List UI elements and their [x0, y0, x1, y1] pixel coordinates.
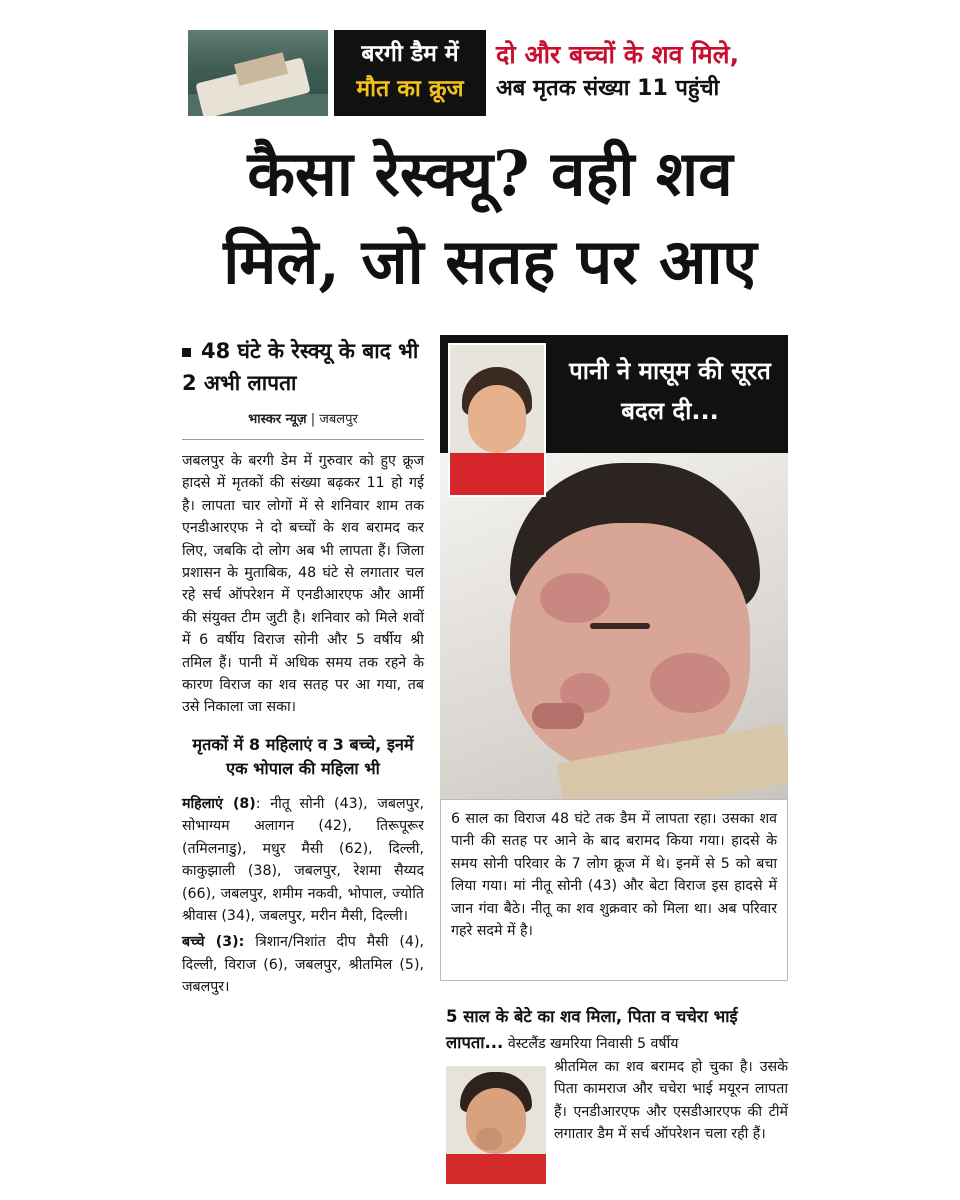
byline: भास्कर न्यूज़ | जबलपुर	[248, 412, 358, 427]
byline-place: जबलपुर	[319, 412, 358, 427]
article-body: जबलपुर के बरगी डेम में गुरुवार को हुए क्रूज हादसे में मृतकों की संख्या बढ़कर 11 हो गई है। लापता चार लोगों में से शनिवार शाम तक एनडीआरएफ ने दो बच्चों के शव बरामद कर लिए, जबकि दो लोग अब भी लापता हैं। जिला प्रशासन के मुताबिक, 48 घंटे से लगातार चल रहे सर्च ऑपरेशन में एनडीआरएफ और आर्मी की संयुक्त टीम जुटी है। शनिवार को मिले शवों में 6 वर्षीय विराज सोनी और 5 वर्षीय श्री तमिल हैं। पानी में अधिक समय तक रहने के कारण विराज का शव सतह पर आ गया, तब उसे निकाला जा सका।	[182, 453, 424, 716]
photo-caption-box	[440, 799, 788, 981]
victims-subheadline: मृतकों में 8 महिलाएं व 3 बच्चे, इनमें एक भोपाल की महिला भी	[192, 734, 414, 778]
child-photo	[440, 453, 788, 799]
secondary-headline-text: 5 साल के बेटे का शव मिला, पिता व चचेरा भाई लापता...	[446, 1007, 738, 1052]
divider	[182, 439, 424, 440]
victims-list	[182, 793, 424, 999]
top-banner	[188, 30, 778, 118]
banner-headline-line1: दो और बच्चों के शव मिले,	[496, 40, 740, 69]
series-label	[334, 30, 486, 116]
main-headline-line1: कैसा रेस्क्यू? वही शव	[247, 137, 733, 210]
main-headline	[180, 130, 800, 306]
boy-photo	[446, 1066, 546, 1184]
secondary-body: श्रीतमिल का शव बरामद हो चुका है। उसके पिता कामराज और चचेरा भाई मयूरन लापता हैं। एनडीआरएफ और एसडीआरएफ की टीमें लगातार डैम में सर्च ऑपरेशन चला रही हैं।	[554, 1059, 788, 1143]
byline-source: भास्कर न्यूज़	[248, 412, 307, 427]
banner-headline-line2: अब मृतक संख्या 11 पहुंची	[496, 76, 720, 101]
children-label: बच्चे (3):	[182, 934, 245, 951]
subheadline	[182, 335, 424, 399]
cruise-wreck-photo	[188, 30, 328, 116]
left-column	[182, 335, 424, 1003]
photo-feature	[440, 335, 788, 995]
bullet-square-icon	[182, 348, 191, 357]
secondary-lead: वेस्टलैंड खमरिया निवासी 5 वर्षीय	[503, 1036, 679, 1052]
children-names: त्रिशान/निशांत दीप मैसी (4), दिल्ली, विराज (6), जबलपुर, श्रीतमिल (5), जबलपुर।	[182, 934, 424, 996]
photo-caption-text: 6 साल का विराज 48 घंटे तक डैम में लापता रहा। उसका शव पानी की सतह पर आने के बाद बरामद किया गया। हादसे के समय सोनी परिवार के 7 लोग क्रूज में थे। इनमें से 5 को बचा लिया गया। मां नीतू सोनी (43) और बेटा विराज इस हादसे में जान गंवा बैठे। नीतू का शव शुक्रवार को मिला था। अब परिवार गहरे सदमे में है।	[451, 811, 777, 940]
main-headline-line2: मिले, जो सतह पर आए	[223, 225, 757, 298]
banner-headline	[496, 38, 786, 106]
series-label-line2: मौत का क्रूज	[356, 76, 464, 102]
secondary-story	[446, 1004, 788, 1143]
women-names: : नीतू सोनी (43), जबलपुर, सोभाग्यम अलागन (42), तिरूपूरूर (तमिलनाडु), मधुर मैसी (62), दिल्ली, काकुझाली (38), जबलपुर, रेशमा सैय्यद (66), जबलपुर, शमीम नकवी, भोपाल, ज्योति श्रीवास (34), जबलपुर, मरीन मैसी, दिल्ली।	[182, 795, 424, 924]
photo-caption-headline: पानी ने मासूम की सूरत बदल दी...	[569, 357, 771, 425]
series-label-line1: बरगी डैम में	[361, 41, 459, 67]
women-label: महिलाएं (8)	[182, 795, 256, 812]
subheadline-text: 48 घंटे के रेस्क्यू के बाद भी 2 अभी लापता	[182, 339, 419, 395]
child-portrait-inset	[448, 343, 546, 497]
secondary-headline	[446, 1004, 788, 1057]
